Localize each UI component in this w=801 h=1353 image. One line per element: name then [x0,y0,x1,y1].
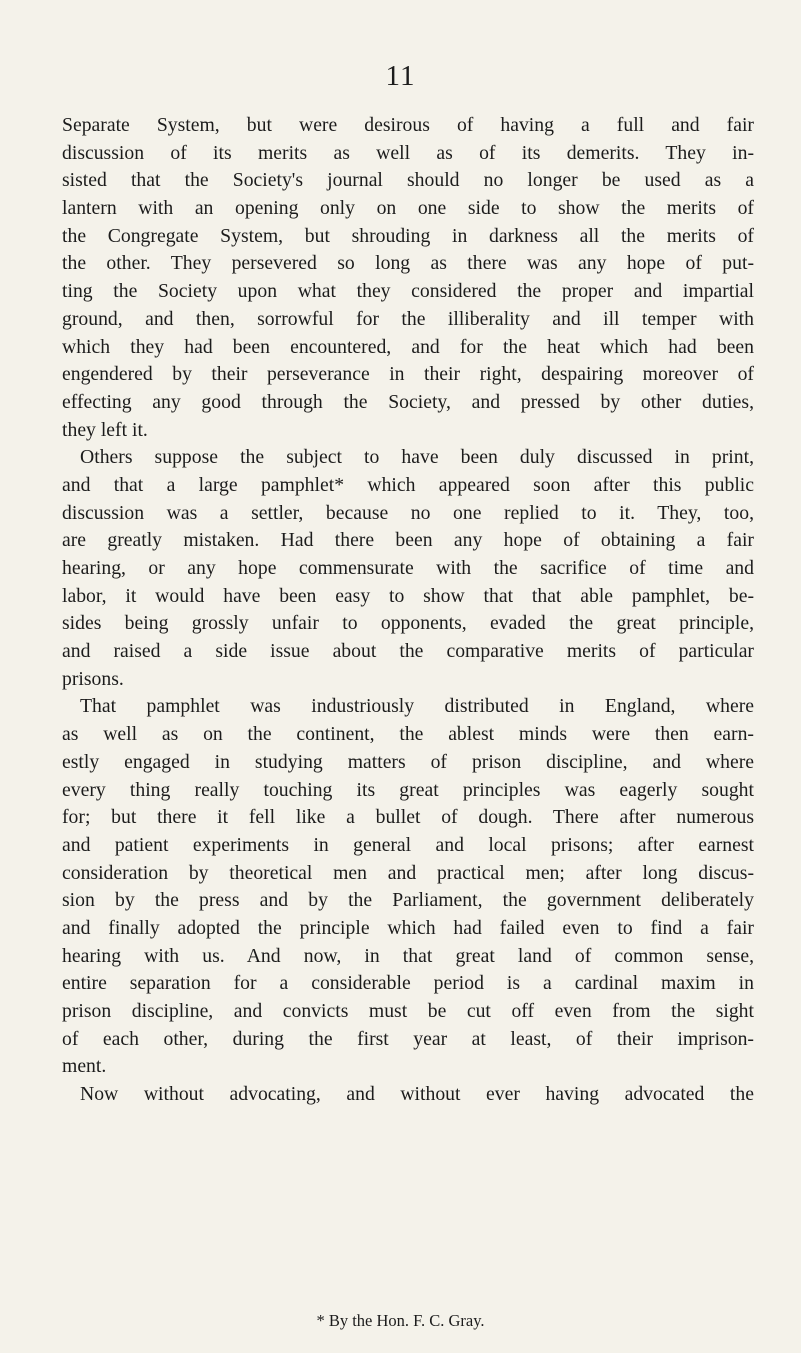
text-line: the other. They persevered so long as there was any hope of put- [62,252,754,275]
text-line: sion by the press and by the Parliament, the government deliberately [62,889,754,912]
text-line: and patient experiments in general and local prisons; after earnest [62,833,754,856]
text-line: and that a large pamphlet* which appeared soon after this public [62,473,754,496]
text-line: Now without advocating, and without ever having advocated the [80,1083,754,1106]
text-line: discussion of its merits as well as of its demerits. They in- [62,141,754,164]
text-line: sisted that the Society's journal should no longer be used as a [62,169,754,192]
text-line: prison discipline, and convicts must be cut off even from the sight [62,1000,754,1022]
text-line: as well as on the continent, the ablest minds were then earn- [62,723,754,746]
text-line: the Congregate System, but shrouding in darkness all the merits of [62,224,754,247]
text-line: consideration by theoretical men and practical men; after long discus- [62,861,754,884]
text-line: effecting any good through the Society, and pressed by other duties, [62,390,754,413]
text-line: sides being grossly unfair to opponents, evaded the great principle, [62,612,754,635]
text-line: ting the Society upon what they considered the proper and impartial [62,280,754,303]
text-line: and finally adopted the principle which had failed even to find a fair [62,916,754,939]
text-line: are greatly mistaken. Had there been any hope of obtaining a fair [62,529,754,552]
text-line: That pamphlet was industriously distributed in England, where [80,695,754,718]
text-line: of each other, during the first year at least, of their imprison- [62,1027,754,1050]
page-number: 11 [385,60,416,92]
text-line: lantern with an opening only on one side to show the merits of [62,197,754,220]
text-line: for; but there it fell like a bullet of dough. There after numerous [62,806,754,829]
text-line: labor, it would have been easy to show that that able pamphlet, be- [62,584,754,607]
text-line: discussion was a settler, because no one replied to it. They, too, [62,501,754,524]
text-line: every thing really touching its great principles was eagerly sought [62,778,754,801]
text-line: Separate System, but were desirous of having a full and fair [62,114,754,136]
text-line: hearing with us. And now, in that great land of common sense, [62,944,754,967]
text-line: and raised a side issue about the comparative merits of particular [62,640,754,663]
footnote: * By the Hon. F. C. Gray. [316,1311,485,1330]
text-line: prisons. [62,667,124,690]
text-line: which they had been encountered, and for the heat which had been [62,335,754,358]
text-line: ground, and then, sorrowful for the illiberality and ill temper with [62,307,754,330]
text-line: hearing, or any hope commensurate with the sacrifice of time and [62,557,754,579]
body-text [62,112,754,1109]
text-line: they left it. [62,418,148,441]
text-line: ment. [62,1055,107,1078]
text-line: Others suppose the subject to have been duly discussed in print, [80,446,754,469]
text-line: estly engaged in studying matters of prison discipline, and where [62,750,754,773]
text-line: engendered by their perseverance in their right, despairing moreover of [62,363,754,386]
text-line: entire separation for a considerable period is a cardinal maxim in [62,972,754,995]
